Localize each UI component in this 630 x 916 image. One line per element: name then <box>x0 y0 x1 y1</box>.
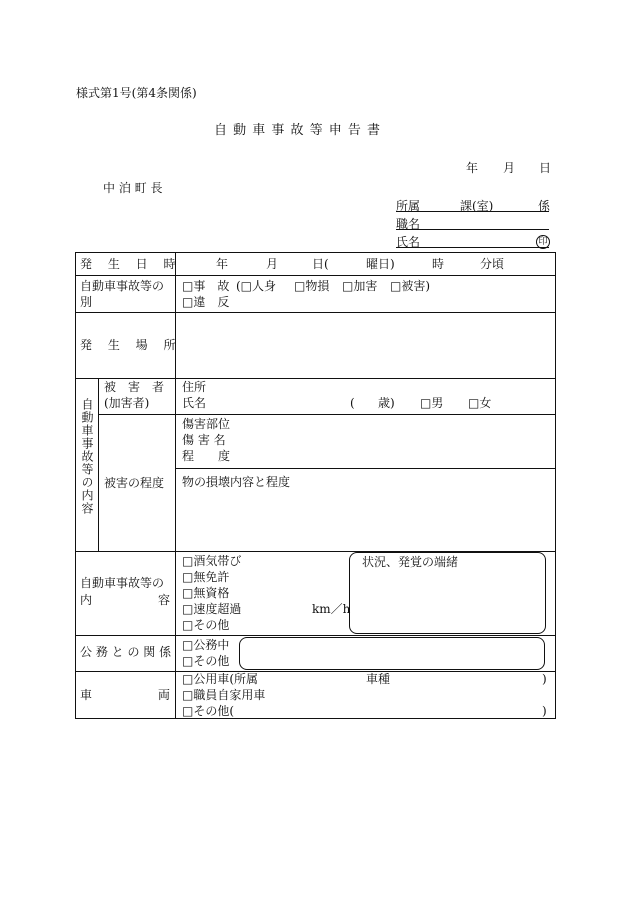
victim-name-label: 氏名 <box>182 396 207 410</box>
injury-name-label: 傷 害 名 <box>182 433 226 447</box>
place-field[interactable] <box>177 314 553 376</box>
injury-part-label: 傷害部位 <box>182 417 231 431</box>
checkbox-on-duty[interactable]: □公務中 <box>182 638 230 652</box>
official-car-close: ) <box>542 672 547 686</box>
seal-mark: 印 <box>536 235 550 249</box>
row-line <box>75 635 555 636</box>
checkbox-official-car[interactable]: □公用車(所属 <box>182 672 259 686</box>
occurrence-minute: 分頃 <box>480 257 505 271</box>
affiliation-unit: 課(室) <box>460 199 494 213</box>
checkbox-vehicle-other[interactable]: □その他( <box>182 704 235 718</box>
row-line <box>75 312 555 313</box>
form-number: 様式第1号(第4条関係) <box>76 86 197 100</box>
checkbox-drunk[interactable]: □酒気帯び <box>182 554 242 568</box>
checkbox-offender[interactable]: □加害 <box>342 279 378 293</box>
checkbox-accident[interactable]: □事 故 <box>182 279 230 293</box>
checkbox-male[interactable]: □男 <box>420 396 444 410</box>
group-divider <box>98 378 99 551</box>
speed-unit: km／h <box>312 602 351 616</box>
victim-label-line1: 被 害 者 <box>104 380 165 394</box>
checkbox-no-license[interactable]: □無免許 <box>182 570 230 584</box>
vehicle-label-b: 両 <box>158 688 171 702</box>
victim-age-close: 歳) <box>378 396 395 410</box>
victim-age-open: ( <box>350 396 355 410</box>
content-group-label: 自動車事故等の内容 <box>80 398 94 515</box>
occurrence-label: 発 生 日 時 <box>80 257 182 271</box>
occurrence-day: 日( <box>312 257 329 271</box>
row-line <box>175 468 555 469</box>
victim-address-label: 住所 <box>182 380 207 394</box>
row-line <box>98 414 555 415</box>
checkbox-female[interactable]: □女 <box>468 396 492 410</box>
official-label: 公 務 と の 関 係 <box>80 645 172 659</box>
checkbox-other-content[interactable]: □その他 <box>182 618 230 632</box>
row-line <box>75 671 555 672</box>
accident-content-label-line2a: 内 <box>80 593 93 607</box>
position-underline <box>396 229 549 230</box>
occurrence-hour: 時 <box>432 257 445 271</box>
victim-label-line2: (加害者) <box>104 396 150 410</box>
checkbox-victim[interactable]: □被害) <box>390 279 431 293</box>
name-label: 氏名 <box>396 235 421 249</box>
addressee: 中 泊 町 長 <box>103 181 163 195</box>
degree-label: 程 度 <box>182 449 231 463</box>
accident-type-label-line2: 別 <box>80 295 93 309</box>
row-line <box>75 378 555 379</box>
row-line <box>75 275 555 276</box>
affiliation-section: 係 <box>538 199 551 213</box>
document-title: 自 動 車 事 故 等 申 告 書 <box>214 123 382 138</box>
checkbox-no-qualification[interactable]: □無資格 <box>182 586 230 600</box>
date-month-label: 月 <box>503 161 516 175</box>
accident-content-label-line2b: 容 <box>158 593 171 607</box>
place-label: 発 生 場 所 <box>80 338 182 352</box>
occurrence-month: 月 <box>266 257 279 271</box>
vehicle-other-close: ) <box>542 704 547 718</box>
property-damage-label: 物の損壊内容と程度 <box>182 475 291 489</box>
car-type-label: 車種 <box>366 672 391 686</box>
damage-label: 被害の程度 <box>104 476 165 490</box>
name-underline <box>396 247 549 248</box>
checkbox-official-other[interactable]: □その他 <box>182 654 230 668</box>
occurrence-year: 年 <box>216 257 229 271</box>
checkbox-property[interactable]: □物損 <box>294 279 330 293</box>
main-divider <box>175 252 176 718</box>
date-year-label: 年 <box>466 161 479 175</box>
affiliation-underline <box>396 211 549 212</box>
position-label: 職名 <box>396 217 421 231</box>
situation-label: 状況、発覚の端緒 <box>362 555 459 569</box>
date-day-label: 日 <box>539 161 552 175</box>
official-other-bracket[interactable] <box>239 637 545 670</box>
checkbox-violation[interactable]: □違 反 <box>182 295 230 309</box>
checkbox-private-car[interactable]: □職員自家用車 <box>182 688 266 702</box>
checkbox-injury[interactable]: (□人身 <box>236 279 277 293</box>
affiliation-label: 所属 <box>396 199 421 213</box>
vehicle-label-a: 車 <box>80 688 93 702</box>
occurrence-weekday: 曜日) <box>366 257 395 271</box>
accident-type-label-line1: 自動車事故等の <box>80 279 165 293</box>
accident-content-label-line1: 自動車事故等の <box>80 576 165 590</box>
checkbox-speeding[interactable]: □速度超過 <box>182 602 242 616</box>
